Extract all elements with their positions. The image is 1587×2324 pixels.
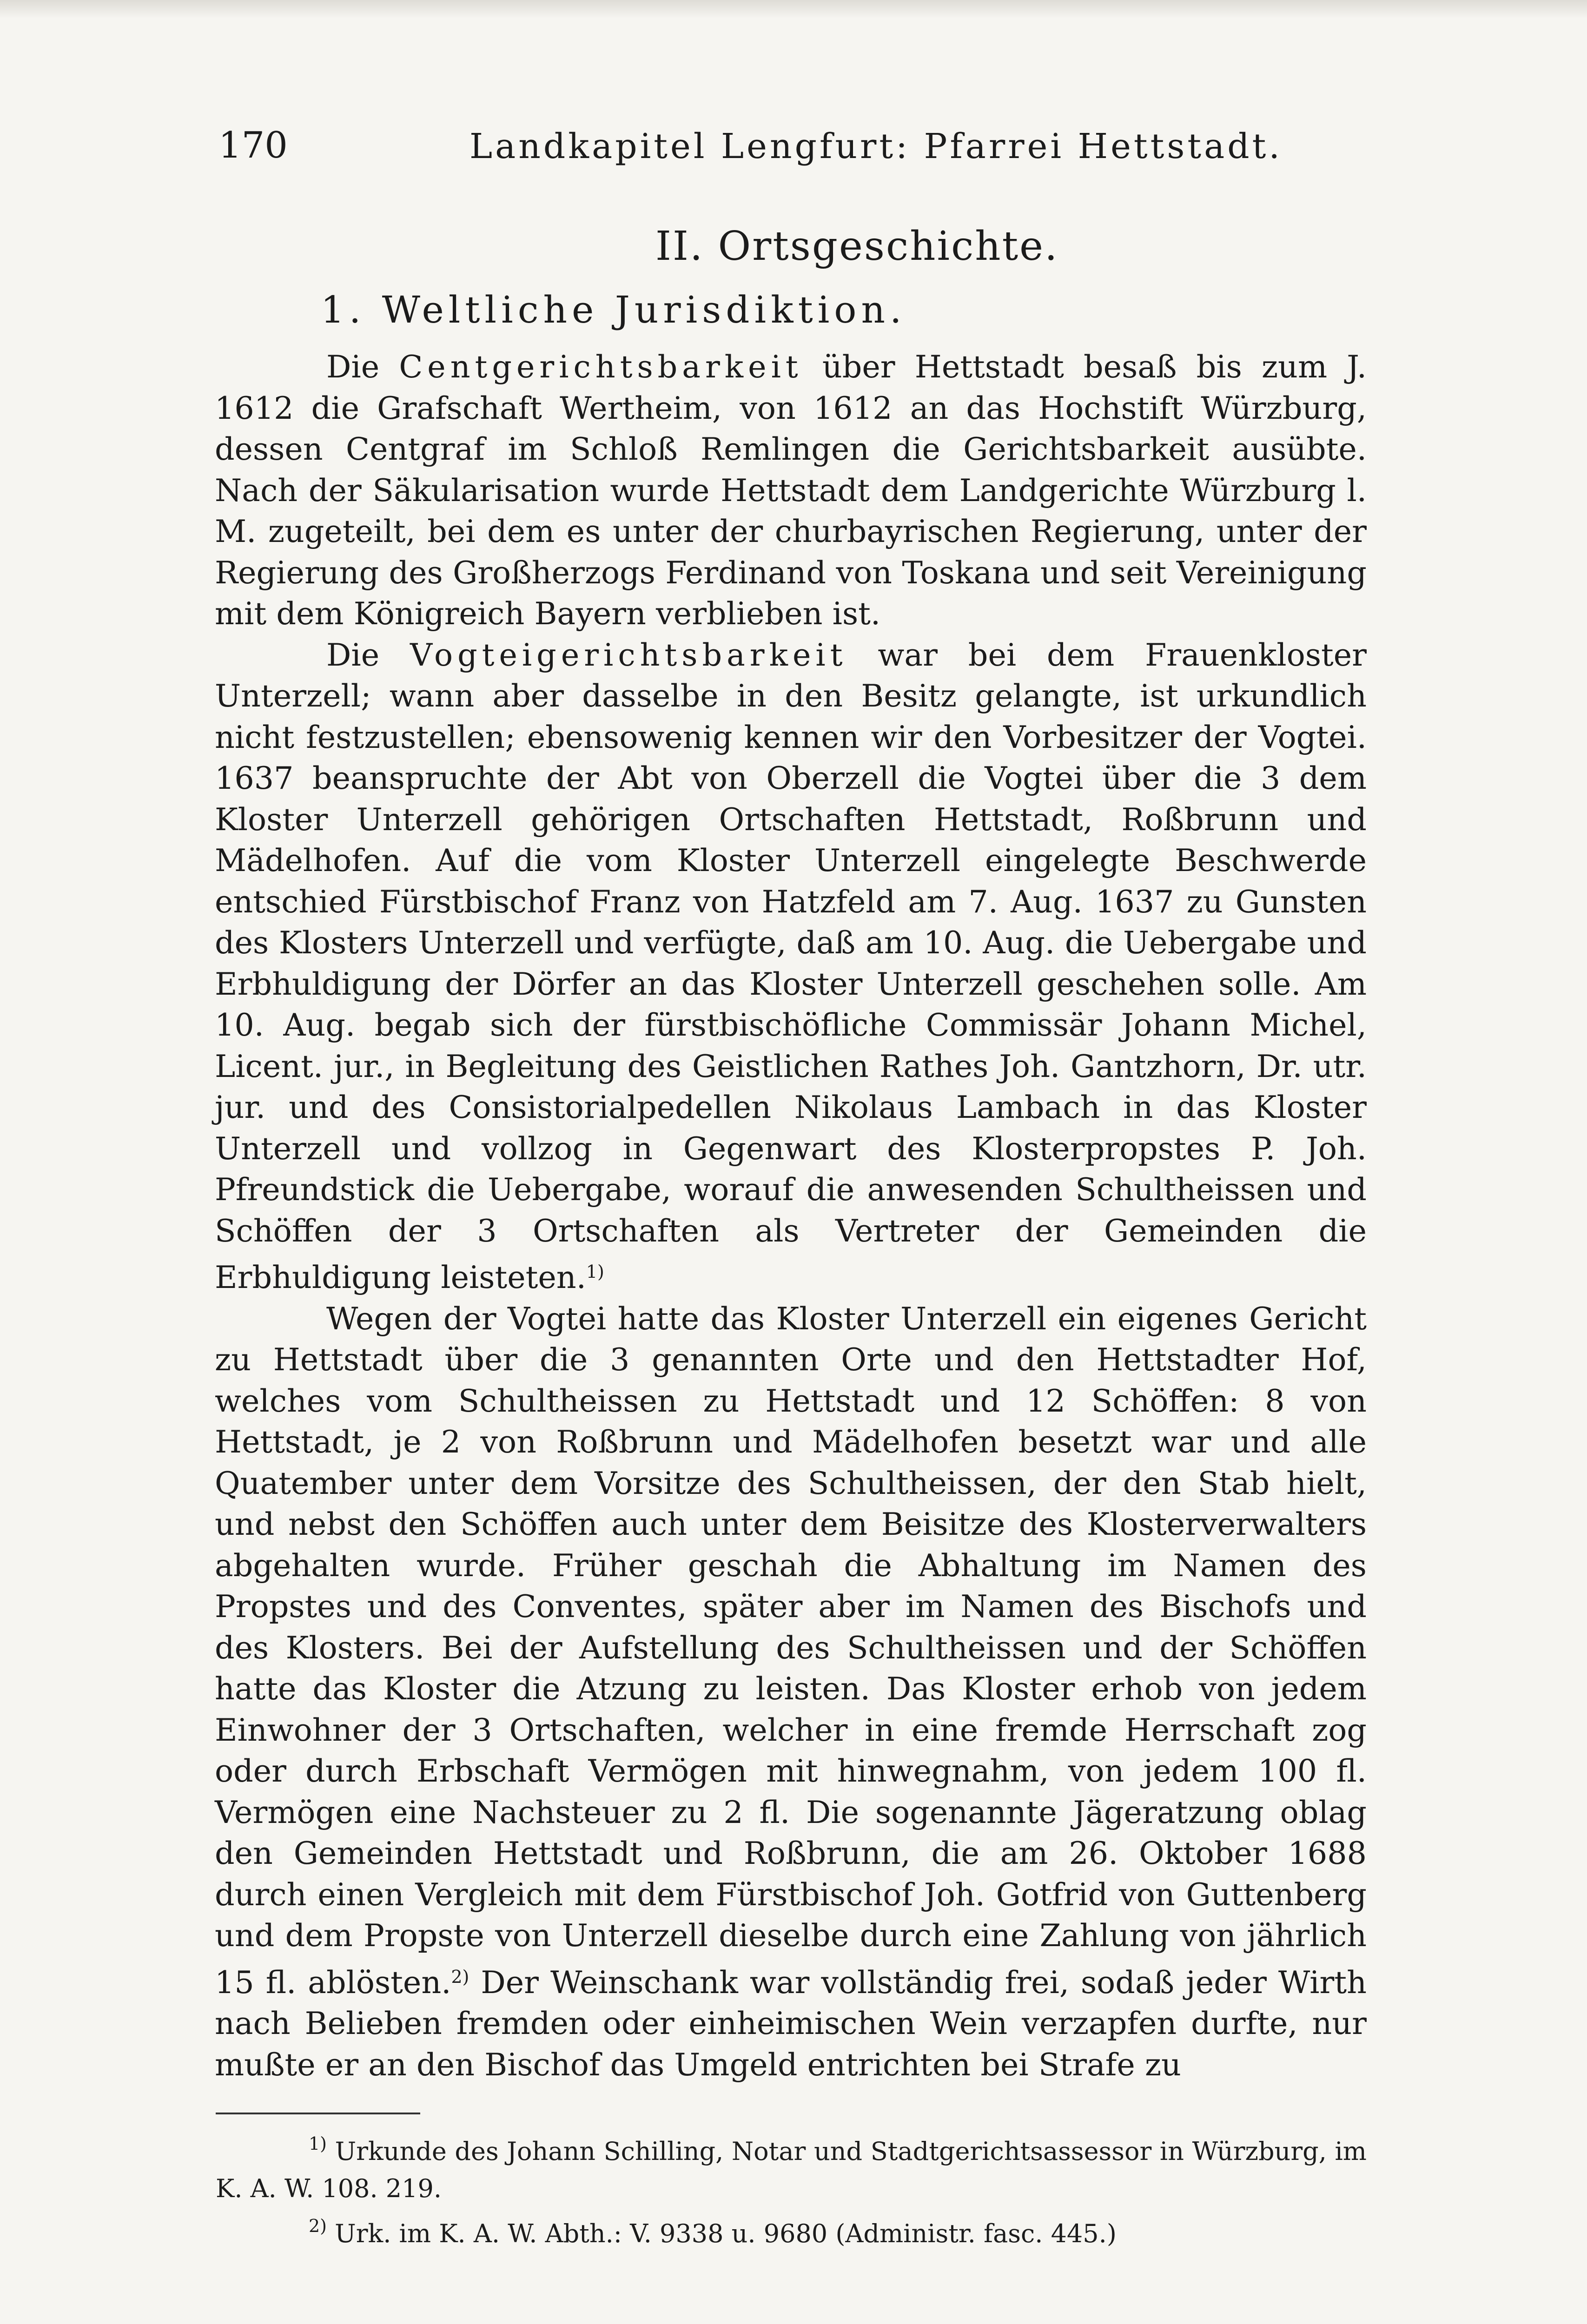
paragraph-text: war bei dem Frauenkloster Unterzell; wann aber dasselbe in den Besitz gelangte, ist urkundlich nicht festzustellen; ebensowenig kennen wir den Vorbesitzer der Vogtei. 1637 beanspruchte der Abt von Oberzell die Vogtei über die 3 dem Kloster Unterzell gehörigen Ortschaften Hettstadt, Roßbrunn und Mädelhofen. Auf die vom Kloster Unterzell eingelegte Beschwerde entschied Fürstbischof Franz von Hatzfeld am 7. Aug. 1637 zu Gunsten des Klosters Unterzell und verfügte, daß am 10. Aug. die Uebergabe und Erbhuldigung der Dörfer an das Kloster Unterzell geschehen solle. Am 10. Aug. begab sich der fürstbischöfliche Commissär Johann Michel, Licent. jur., in Begleitung des Geistlichen Rathes Joh. Gantzhorn, Dr. utr. jur. und des Consistorialpedellen Nikolaus Lambach in das Kloster Unterzell und vollzog in Gegenwart des Klosterpropstes P. Joh. Pfreundstick die Uebergabe, worauf die anwesenden Schultheissen und Schöffen der 3 Ortschaften als Vertreter der Gemeinden die Erbhuldigung leisteten. [215, 636, 1367, 1295]
footnotes [216, 2125, 1367, 2252]
scan-edge-shadow [0, 0, 1587, 19]
footnote-mark: 2) [309, 2216, 327, 2236]
footnote [216, 2207, 1367, 2252]
paragraph-text: Der Weinschank war vollständig frei, sodaß jeder Wirth nach Belieben fremden oder einheimischen Wein verzapfen durfte, nur mußte er an den Bischof das Umgeld entrichten bei Strafe zu [215, 1964, 1367, 2083]
footnote-mark: 1) [309, 2133, 327, 2154]
page-number: 170 [218, 125, 288, 166]
paragraph-vogteigerichtsbarkeit [215, 634, 1367, 1298]
paragraph-text: über Hettstadt besaß bis zum J. 1612 die Grafschaft Wertheim, von 1612 an das Hochstift Würzburg, dessen Centgraf im Schloß Remlingen die Gerichtsbarkeit ausübte. Nach der Säkularisation wurde Hettstadt dem Landgerichte Würzburg l. M. zugeteilt, bei dem es unter der churbayrischen Regierung, unter der Regierung des Großherzogs Ferdinand von Toskana und seit Vereinigung mit dem Königreich Bayern verblieben ist. [215, 349, 1367, 632]
footnote [216, 2125, 1367, 2207]
paragraph-text: Wegen der Vogtei hatte das Kloster Unterzell ein eigenes Gericht zu Hettstadt über die 3 genannten Orte und den Hettstadter Hof, welches vom Schultheissen zu Hettstadt und 12 Schöffen: 8 von Hettstadt, je 2 von Roßbrunn und Mädelhofen besetzt war und alle Quatember unter dem Vorsitze des Schultheissen, der den Stab hielt, und nebst den Schöffen auch unter dem Beisitze des Klosterverwalters abgehalten wurde. Früher geschah die Abhaltung im Namen des Propstes und des Conventes, später aber im Namen des Bischofs und des Klosters. Bei der Aufstellung des Schultheissen und der Schöffen hatte das Kloster die Atzung zu leisten. Das Kloster erhob von jedem Einwohner der 3 Ortschaften, welcher in eine fremde Herrschaft zog oder durch Erbschaft Vermögen mit hinwegnahm, von jedem 100 fl. Vermögen eine Nachsteuer zu 2 fl. Die sogenannte Jägeratzung oblag den Gemeinden Hettstadt und Roßbrunn, die am 26. Oktober 1688 durch einen Vergleich mit dem Fürstbischof Joh. Gotfrid von Guttenberg und dem Propste von Unterzell dieselbe durch eine Zahlung von jährlich 15 fl. ablösten. [215, 1300, 1367, 2000]
emphasized-term: Centgerichtsbarkeit [399, 349, 803, 385]
sub-heading: 1. Weltliche Jurisdiktion. [321, 288, 906, 331]
section-heading: II. Ortsgeschichte. [655, 223, 1059, 270]
footnote-reference: 2) [451, 1966, 469, 1987]
emphasized-term: Vogteigerichtsbarkeit [410, 636, 847, 673]
running-head: Landkapitel Lengfurt: Pfarrei Hettstadt. [469, 126, 1283, 166]
paragraph-lead: Die [326, 636, 380, 673]
paragraph-centgerichtsbarkeit [215, 346, 1367, 634]
paragraph-gericht [215, 1298, 1367, 2086]
footnote-text: Urk. im K. A. W. Abth.: V. 9338 u. 9680 (Administr. fasc. 445.) [327, 2219, 1117, 2248]
footnote-text: Urkunde des Johann Schilling, Notar und Stadtgerichtsassessor in Würzburg, im K. A. W. 108. 219. [216, 2137, 1367, 2203]
footnote-divider [216, 2113, 420, 2114]
body-text [215, 346, 1367, 2085]
page-header [218, 125, 1371, 176]
paragraph-lead: Die [326, 349, 380, 385]
footnote-reference: 1) [586, 1261, 604, 1282]
